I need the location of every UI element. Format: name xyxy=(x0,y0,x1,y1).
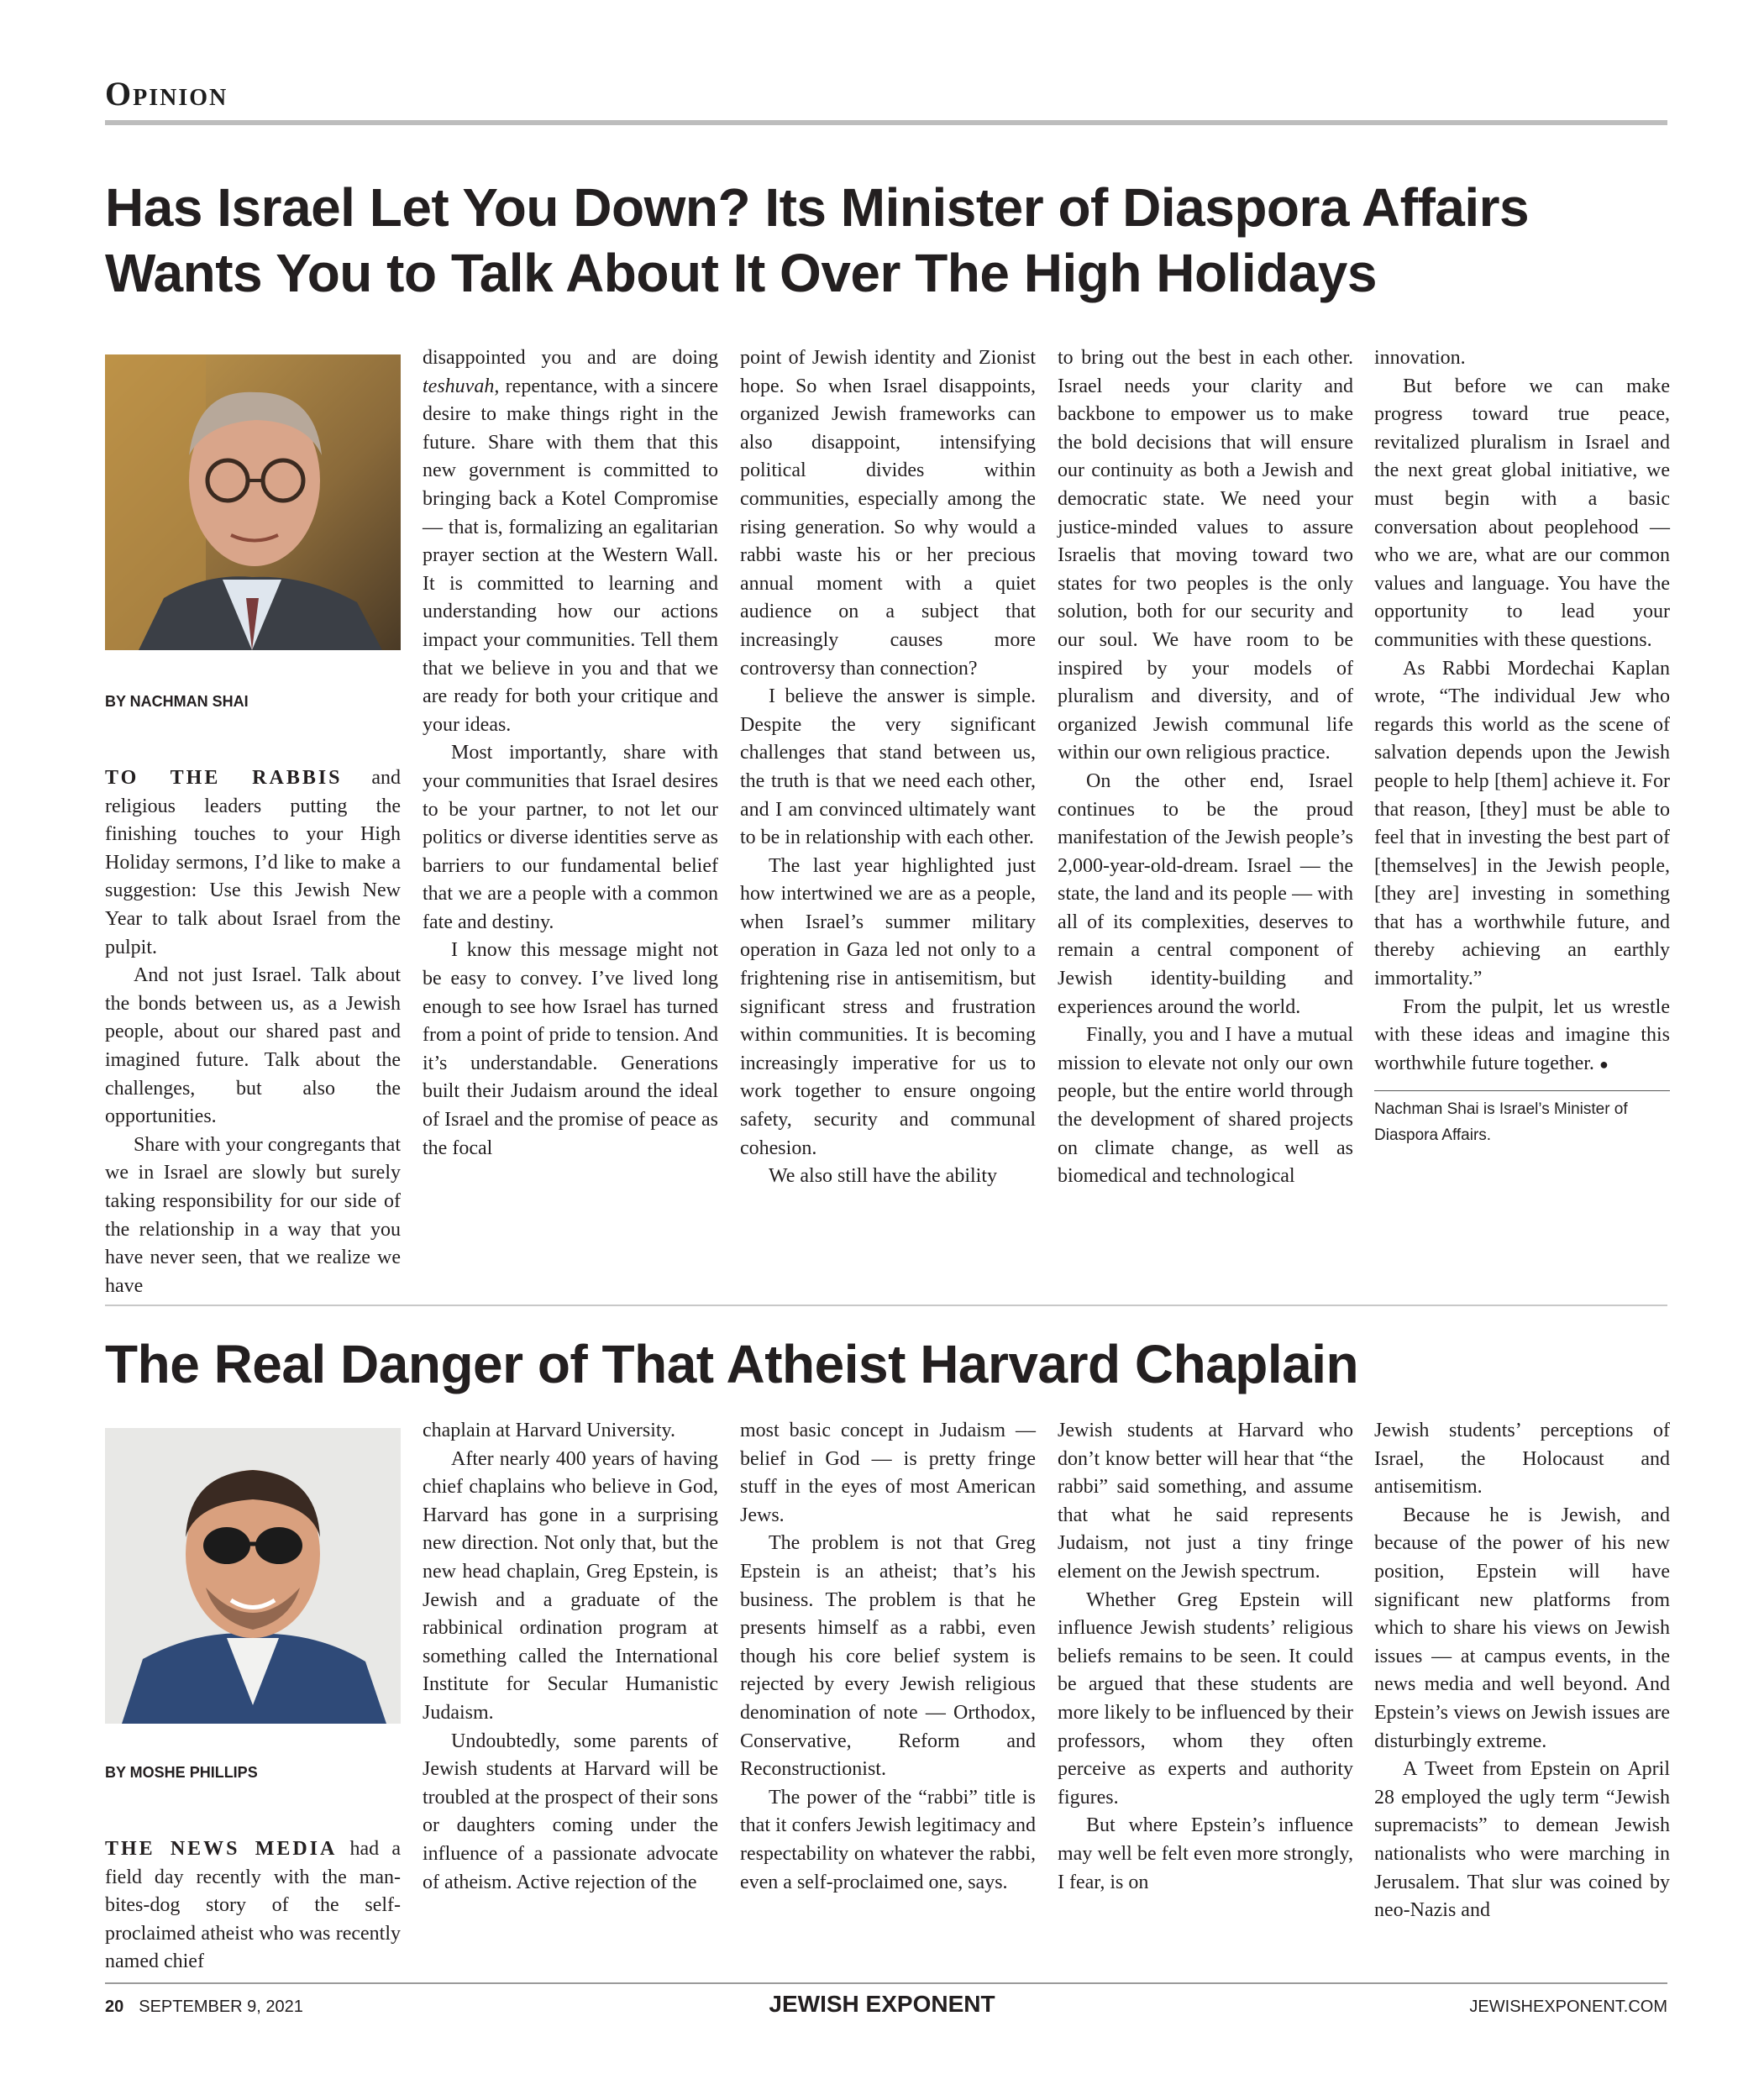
section-divider xyxy=(105,120,1667,125)
article1-headline-line2: Wants You to Talk About It Over The High Holidays xyxy=(105,243,1377,303)
article1-paragraph: I know this message might not be easy to convey. I’ve lived long enough to see how Israel has turned from a point of pride to tension. And it’s understandable. Generations built their Judaism around the ideal of Israel and the promise of peace as the focal xyxy=(423,939,718,1159)
article1-paragraph: But before we can make progress toward true peace, revitalized pluralism in Israel and the next great global initiative, we must begin with a basic conversation about peoplehood — who we are, what are our common values and language. You have the opportunity to lead your communities with these questions. xyxy=(1374,375,1670,651)
article1-column-2 xyxy=(423,344,718,1163)
article1-paragraph: to bring out the best in each other. Israel needs your clarity and backbone to empower us to make the bold decisions that will ensure our continuity as both a Jewish and democratic state. We need your justice-minded values to assure Israelis that moving toward two states for two peoples is the only solution, both for our security and our soul. We have room to be inspired by your models of pluralism and diversity, and of organized Jewish communal life within our own religious practice. xyxy=(1058,347,1353,764)
publication-name: JEWISH EXPONENT xyxy=(769,1991,995,2017)
author-photo-nachman-shai xyxy=(105,354,401,650)
article1-headline-line1: Has Israel Let You Down? Its Minister of Diaspora Affairs xyxy=(105,177,1530,238)
article1-column-3 xyxy=(740,344,1036,1191)
article1-paragraph: From the pulpit, let us wrestle with these ideas and imagine this worthwhile future together. ● xyxy=(1374,995,1670,1074)
author-photo-moshe-phillips xyxy=(105,1428,401,1724)
article2-column-2 xyxy=(423,1417,718,1897)
article2-paragraph: THE NEWS MEDIA had a field day recently with the man-bites-dog story of the self-proclaimed atheist who was recently named chief xyxy=(105,1838,401,1973)
article1-paragraph: Share with your congregants that we in Israel are slowly but surely taking responsibility for our side of the relationship in a way that you have never seen, that we realize we have xyxy=(105,1133,401,1297)
article1-lead-in: TO THE RABBIS xyxy=(105,767,343,789)
article1-paragraph: disappointed you and are doing teshuvah, repentance, with a sincere desire to make things right in the future. Share with them that this new government is committed to bringing back a Kotel Compromise — that is, formalizing an egalitarian prayer section at the Western Wall. It is committed to learning and understanding how our actions impact your communities. Tell them that we believe in you and that we are ready for both your critique and your ideas. xyxy=(423,347,718,736)
article1-paragraph: Finally, you and I have a mutual mission to elevate not only our own people, but the entire world through the development of shared projects on climate change, as well as biomedical and technological xyxy=(1058,1024,1353,1188)
article2-byline: BY MOSHE PHILLIPS xyxy=(105,1764,258,1781)
article2-paragraph: Jewish students’ perceptions of Israel, the Holocaust and antisemitism. xyxy=(1374,1420,1670,1499)
article2-column-3 xyxy=(740,1417,1036,1897)
article1-paragraph: As Rabbi Mordechai Kaplan wrote, “The individual Jew who regards this world as the scene of salvation depends upon the Jewish people to help [them] achieve it. For that reason, [they] must be able to feel that in investing the best part of [themselves] in the Jewish people, [they are] investing in something that has a worthwhile future, and thereby achieving an earthly immortality.” xyxy=(1374,657,1670,990)
article1-column-5 xyxy=(1374,344,1670,1148)
article2-paragraph: The power of the “rabbi” title is that it confers Jewish legitimacy and respectability on whatever the rabbi, even a self-proclaimed one, says. xyxy=(740,1786,1036,1893)
footer-divider xyxy=(105,1982,1667,1984)
article1-paragraph: innovation. xyxy=(1374,347,1466,369)
article2-paragraph: Whether Greg Epstein will influence Jewish students’ religious beliefs remains to be seen. It could be argued that these students are more likely to be influenced by their professors, whom they often perceive as experts and authority figures. xyxy=(1058,1588,1353,1809)
article1-paragraph: And not just Israel. Talk about the bonds between us, as a Jewish people, about our shared past and imagined future. Talk about the challenges, but also the opportunities. xyxy=(105,964,401,1128)
section-label: Opinion xyxy=(105,75,228,113)
article-divider xyxy=(105,1305,1667,1306)
article2-column-4 xyxy=(1058,1417,1353,1897)
page-number: 20 xyxy=(105,1998,124,2016)
author-bio: Nachman Shai is Israel’s Minister of Diaspora Affairs. xyxy=(1374,1090,1670,1148)
article1-paragraph: On the other end, Israel continues to be the proud manifestation of the Jewish people’s 2,000-year-old-dream. Israel — the state, the land and its people — with all of its complexities, deserves to remain a central component of Jewish identity-building and experiences around the world. xyxy=(1058,769,1353,1018)
article2-lead-in: THE NEWS MEDIA xyxy=(105,1838,338,1860)
website-url: JEWISHEXPONENT.COM xyxy=(1469,1998,1667,2016)
article2-column-5 xyxy=(1374,1417,1670,1925)
article1-paragraph: We also still have the ability xyxy=(769,1165,998,1188)
article2-paragraph: But where Epstein’s influence may well be felt even more strongly, I fear, is on xyxy=(1058,1814,1353,1893)
article1-headline xyxy=(105,175,1667,306)
article1-paragraph: TO THE RABBIS and religious leaders putting the finishing touches to your High Holiday sermons, I’d like to make a suggestion: Use this Jewish New Year to talk about Israel from the pulpit. xyxy=(105,767,401,958)
article2-paragraph: Undoubtedly, some parents of Jewish students at Harvard will be troubled at the prospect of their sons or daughters coming under the influence of a passionate advocate of atheism. Active rejection of the xyxy=(423,1730,718,1893)
article1-paragraph: Most importantly, share with your communities that Israel desires to be your partner, to not let our politics or diverse identities serve as barriers to our fundamental belief that we are a people with a common fate and destiny. xyxy=(423,742,718,933)
article2-paragraph: Because he is Jewish, and because of the power of his new position, Epstein will have significant new platforms from which to share his views on Jewish issues — at campus events, in the news media and well beyond. And Epstein’s views on Jewish issues are disturbingly extreme. xyxy=(1374,1504,1670,1752)
end-mark-icon: ● xyxy=(1599,1055,1609,1073)
article2-paragraph: chaplain at Harvard University. xyxy=(423,1420,675,1441)
article2-paragraph: A Tweet from Epstein on April 28 employed the ugly term “Jewish supremacists” to demean Jewish nationalists who were marching in Jerusalem. That slur was coined by neo-Nazis and xyxy=(1374,1758,1670,1922)
article2-headline: The Real Danger of That Atheist Harvard Chaplain xyxy=(105,1334,1359,1394)
article1-column-1 xyxy=(105,764,401,1300)
article1-paragraph: I believe the answer is simple. Despite the very significant challenges that stand between us, the truth is that we need each other, and I am convinced ultimately want to be in relationship with each other. xyxy=(740,685,1036,849)
issue-date: SEPTEMBER 9, 2021 xyxy=(139,1998,303,2016)
article2-paragraph: most basic concept in Judaism — belief in God — is pretty fringe stuff in the eyes of most American Jews. xyxy=(740,1420,1036,1526)
article1-paragraph: point of Jewish identity and Zionist hope. So when Israel disappoints, organized Jewish frameworks can also disappoint, intensifying political divides within communities, especially among the rising generation. So why would a rabbi waste his or her precious annual moment with a quiet audience on a subject that increasingly causes more controversy than connection? xyxy=(740,347,1036,680)
article2-paragraph: After nearly 400 years of having chief chaplains who believe in God, Harvard has gone in a surprising new direction. Not only that, but the new head chaplain, Greg Epstein, is Jewish and a graduate of the rabbinical ordination program at something called the International Institute for Secular Humanistic Judaism. xyxy=(423,1447,718,1724)
article2-paragraph: The problem is not that Greg Epstein is an atheist; that’s his business. The problem is that he presents himself as a rabbi, even though his core belief system is rejected by every Jewish religious denomination of note — Orthodox, Conservative, Reform and Reconstructionist. xyxy=(740,1532,1036,1781)
article2-paragraph: Jewish students at Harvard who don’t know better will hear that “the rabbi” said something, and assume that what he said represents Judaism, not just a tiny fringe element on the Jewish spectrum. xyxy=(1058,1420,1353,1583)
article2-column-1 xyxy=(105,1835,401,1977)
article1-paragraph: The last year highlighted just how intertwined we are as a people, when Israel’s summer military operation in Gaza led not only to a frightening rise in antisemitism, but significant stress and frustration within communities. It is becoming increasingly imperative for us to work together to ensure ongoing safety, security and communal cohesion. xyxy=(740,854,1036,1159)
article1-byline: BY NACHMAN SHAI xyxy=(105,693,249,710)
article1-column-4 xyxy=(1058,344,1353,1191)
